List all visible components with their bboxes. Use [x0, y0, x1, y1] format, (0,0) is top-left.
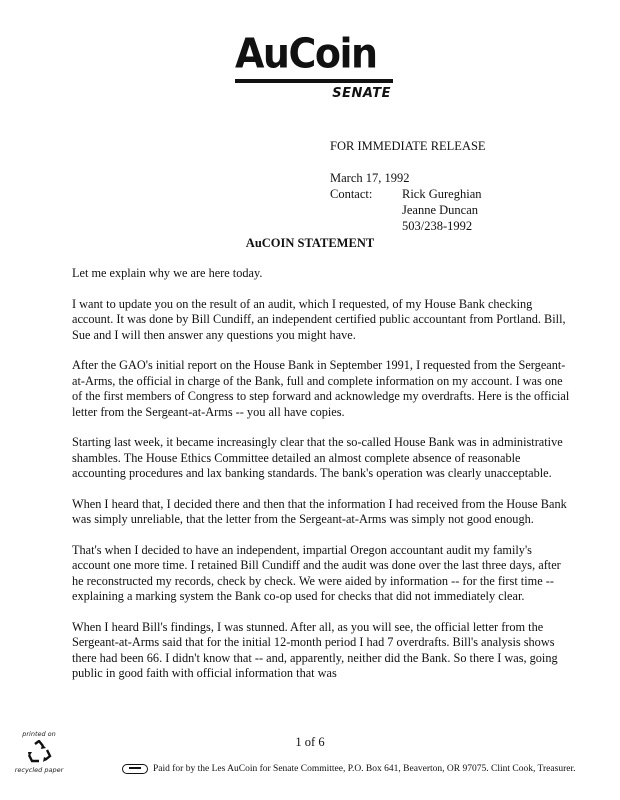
logo-subtitle: SENATE [332, 86, 391, 101]
contact-list [402, 186, 486, 234]
release-date: March 17, 1992 [330, 171, 410, 185]
logo-wordmark: AuCoin [235, 29, 377, 78]
contact-label: Contact: [330, 187, 373, 201]
contact-name-2: Jeanne Duncan [402, 203, 479, 217]
release-info [330, 138, 486, 234]
release-title: FOR IMMEDIATE RELEASE [330, 139, 486, 153]
paragraph: When I heard that, I decided there and then that the information I had received from the House Bank was simply unreliable, that the letter from the Sergeant-at-Arms was simply not good enough. [72, 496, 567, 526]
paragraph: Let me explain why we are here today. [72, 266, 263, 280]
aucoin-senate-logo [235, 29, 393, 102]
statement-body [72, 266, 572, 697]
footer-text: Paid for by the Les AuCoin for Senate Committee, P.O. Box 641, Beaverton, OR 97075. Clint Cook, Treasurer. [153, 764, 576, 774]
union-bug-icon [122, 764, 148, 774]
paragraph: I want to update you on the result of an audit, which I requested, of my House Bank checking account. It was done by Bill Cundiff, an independent certified public accountant from Portland. Bill, Sue and I will then answer any questions you might have. [72, 296, 566, 342]
statement-title: AuCOIN STATEMENT [245, 236, 375, 250]
footer-disclaimer [122, 764, 575, 774]
recycle-top-label: printed on [22, 730, 56, 738]
recycled-paper-mark [14, 730, 64, 774]
page-number: 1 of 6 [295, 735, 325, 749]
contact-phone: 503/238-1992 [402, 219, 473, 233]
recycle-bottom-label: recycled paper [14, 766, 64, 774]
logo-rule [235, 79, 393, 83]
paragraph: When I heard Bill's findings, I was stunned. After all, as you will see, the official letter from the Sergeant-at-Arms said that for the initial 12-month period I had 7 overdrafts. Bill's analysis shows there had been 66. I didn't know that -- and, apparently, neither did the Bank. So there I was, going public in good faith with official information that was [72, 619, 558, 680]
contact-name-1: Rick Gureghian [402, 187, 482, 201]
paragraph: After the GAO's initial report on the House Bank in September 1991, I requested from the Sergeant-at-Arms, the official in charge of the Bank, full and complete information on my account. I was one of the first members of Congress to step forward and acknowledge my overdrafts. Here is the official letter from the Sergeant-at-Arms -- you all have copies. [72, 358, 570, 419]
paragraph: Starting last week, it became increasingly clear that the so-called House Bank was in administrative shambles. The House Ethics Committee detailed an almost complete absence of reasonable accounting procedures and lax banking standards. The bank's operation was clearly unacceptable. [72, 435, 563, 480]
recycle-icon [26, 740, 52, 764]
paragraph: That's when I decided to have an independent, impartial Oregon accountant audit my family's account one more time. I retained Bill Cundiff and the audit was done over the last three days, after he reconstructed my records, check by check. We were aided by information -- for the first time -- explaining a marking system the Bank co-op used for checks that did not immediately clear. [72, 542, 561, 603]
